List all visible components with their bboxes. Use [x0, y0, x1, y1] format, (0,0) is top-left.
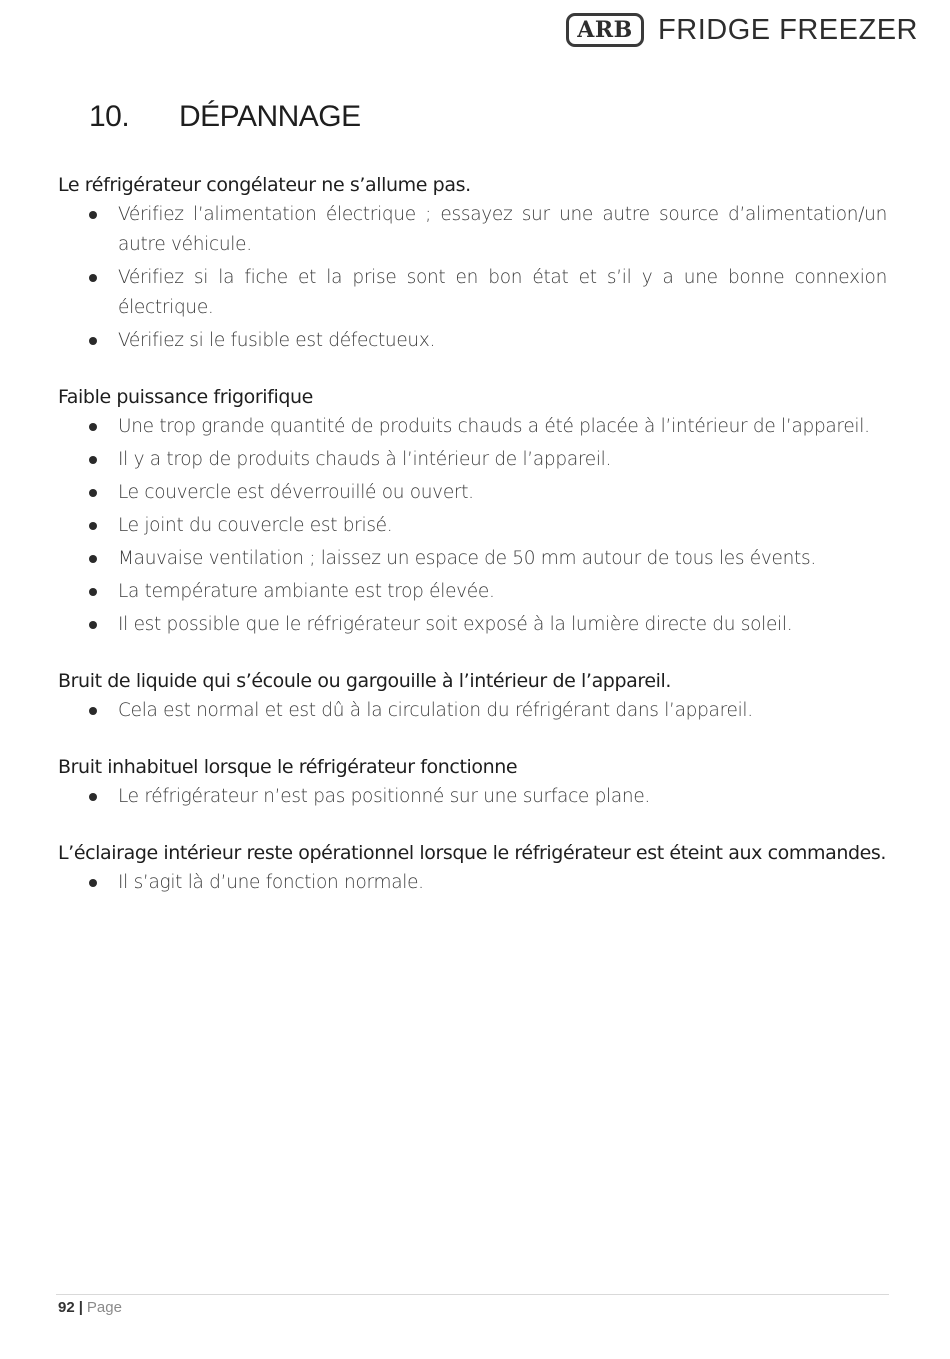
solution-text: Il est possible que le réfrigérateur soit exposé à la lumière directe du soleil.	[118, 614, 793, 635]
bullet-icon	[89, 707, 97, 715]
solution-item	[58, 544, 887, 574]
bullet-icon	[89, 522, 97, 530]
solution-text: Vérifiez si la fiche et la prise sont en bon état et s’il y a une bonne connexion électrique.	[118, 267, 887, 318]
solution-item	[58, 511, 887, 541]
solution-text: Il y a trop de produits chauds à l’intérieur de l’appareil.	[118, 449, 612, 470]
troubleshooting-group	[58, 666, 887, 726]
solution-text: La température ambiante est trop élevée.	[118, 581, 495, 602]
solution-list	[58, 200, 887, 356]
solution-text: Cela est normal et est dû à la circulation du réfrigérant dans l’appareil.	[118, 700, 753, 721]
footer-divider	[56, 1294, 889, 1295]
solution-text: Vérifiez l’alimentation électrique ; essayez sur une autre source d’alimentation/un autre véhicule.	[118, 204, 887, 255]
problem-heading: L’éclairage intérieur reste opérationnel lorsque le réfrigérateur est éteint aux commandes.	[58, 842, 887, 864]
arb-logo	[566, 13, 644, 47]
bullet-icon	[89, 274, 97, 282]
solution-text: Le réfrigérateur n’est pas positionné sur une surface plane.	[118, 786, 651, 807]
solution-text: Le couvercle est déverrouillé ou ouvert.	[118, 482, 474, 503]
troubleshooting-group	[58, 382, 887, 640]
solution-list	[58, 696, 887, 726]
solution-text: Une trop grande quantité de produits chauds a été placée à l’intérieur de l’appareil.	[118, 416, 870, 437]
solution-text: Mauvaise ventilation ; laissez un espace de 50 mm autour de tous les évents.	[118, 548, 816, 569]
arb-logo-text: ARB	[577, 17, 633, 43]
bullet-icon	[89, 555, 97, 563]
page-number: 92	[58, 1299, 75, 1316]
bullet-icon	[89, 337, 97, 345]
solution-list	[58, 412, 887, 640]
page-label: Page	[86, 1299, 122, 1316]
solution-item	[58, 478, 887, 508]
section-title	[89, 100, 361, 134]
solution-item	[58, 200, 887, 260]
troubleshooting-group	[58, 752, 887, 812]
page-footer	[58, 1299, 122, 1316]
troubleshooting-group	[58, 170, 887, 356]
bullet-icon	[89, 621, 97, 629]
bullet-icon	[89, 211, 97, 219]
solution-item	[58, 696, 887, 726]
solution-item	[58, 445, 887, 475]
bullet-icon	[89, 793, 97, 801]
problem-heading: Bruit inhabituel lorsque le réfrigérateur fonctionne	[58, 756, 518, 778]
problem-heading: Faible puissance frigorifique	[58, 386, 313, 408]
troubleshooting-content	[58, 170, 887, 924]
bullet-icon	[89, 423, 97, 431]
solution-text: Vérifiez si le fusible est défectueux.	[118, 330, 436, 351]
troubleshooting-group	[58, 838, 887, 898]
solution-item	[58, 263, 887, 323]
solution-item	[58, 326, 887, 356]
solution-list	[58, 868, 887, 898]
solution-item	[58, 868, 887, 898]
bullet-icon	[89, 588, 97, 596]
footer-separator: |	[78, 1299, 83, 1316]
solution-item	[58, 610, 887, 640]
bullet-icon	[89, 456, 97, 464]
bullet-icon	[89, 489, 97, 497]
header-logo	[566, 13, 918, 47]
problem-heading: Le réfrigérateur congélateur ne s’allume pas.	[58, 174, 471, 196]
section-title-text: DÉPANNAGE	[179, 100, 361, 133]
problem-heading: Bruit de liquide qui s’écoule ou gargouille à l’intérieur de l’appareil.	[58, 670, 672, 692]
solution-text: Le joint du couvercle est brisé.	[118, 515, 393, 536]
solution-list	[58, 782, 887, 812]
solution-text: Il s’agit là d’une fonction normale.	[118, 872, 424, 893]
brand-title: FRIDGE FREEZER	[658, 13, 918, 46]
solution-item	[58, 412, 887, 442]
bullet-icon	[89, 879, 97, 887]
section-number: 10.	[89, 100, 130, 133]
solution-item	[58, 577, 887, 607]
solution-item	[58, 782, 887, 812]
